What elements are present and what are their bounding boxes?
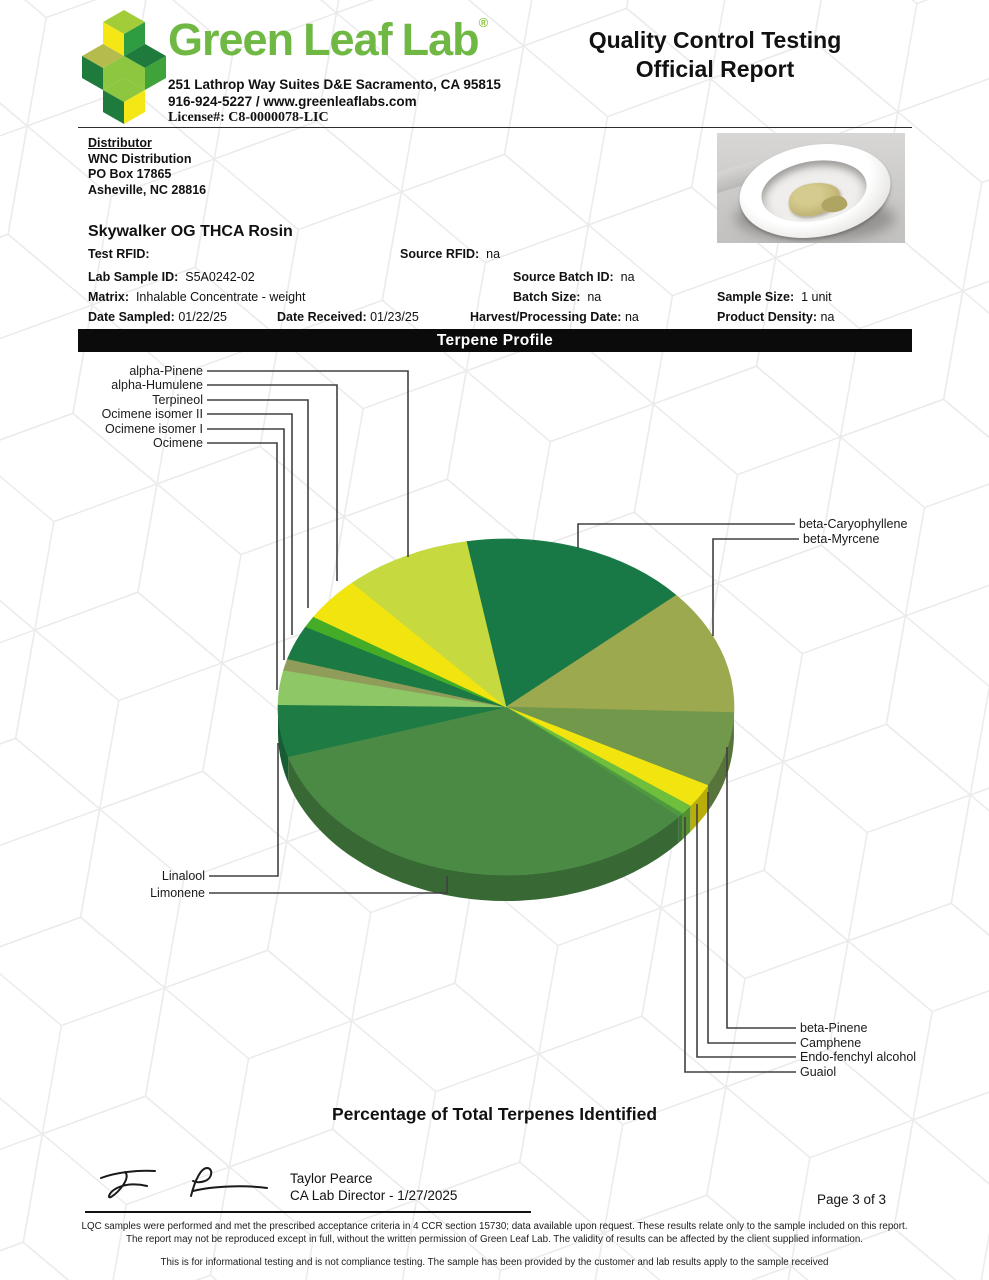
leader-line: [207, 443, 277, 690]
distributor-address1: PO Box 17865: [88, 167, 172, 181]
field-batch-size: [513, 290, 601, 304]
source-rfid-value: na: [486, 247, 501, 261]
slice-label: beta-Pinene: [800, 1021, 868, 1035]
slice-label: Linalool: [161, 869, 205, 883]
leader-line: [207, 414, 292, 635]
terpene-pie-chart: [0, 352, 989, 1104]
batch-size-label: Batch Size:: [513, 290, 581, 304]
signer-title-date: CA Lab Director - 1/27/2025: [290, 1188, 458, 1203]
disclaimer-line2: The report may not be reproduced except in full, without the written permission of Green Leaf Lab. The validity of results can be affected by the client supplied information.: [126, 1234, 863, 1245]
harvest-date-value: na: [624, 310, 639, 324]
brand-word-green: Green: [168, 14, 294, 65]
field-test-rfid: [88, 247, 157, 261]
lab-address: [168, 77, 501, 127]
batch-size-value: na: [587, 290, 602, 304]
brand-word-lab: Lab: [401, 14, 479, 65]
leader-line: [713, 539, 799, 636]
field-product-density: [717, 310, 834, 324]
page-number: Page 3 of 3: [817, 1192, 887, 1207]
slice-label: alpha-Pinene: [129, 364, 203, 378]
slice-label: Ocimene: [152, 436, 203, 450]
slice-label: Guaiol: [800, 1065, 837, 1079]
slice-label: Endo-fenchyl alcohol: [800, 1050, 917, 1064]
distributor-address2: Asheville, NC 28816: [88, 182, 207, 197]
leader-line: [708, 792, 796, 1043]
date-received-label: Date Received:: [277, 310, 367, 324]
slice-label: Limonene: [150, 886, 205, 900]
date-sampled-value: 01/22/25: [178, 310, 227, 324]
signer-block: [290, 1170, 457, 1204]
slice-label: Ocimene isomer I: [105, 422, 203, 436]
disclaimer-line1: LQC samples were performed and met the prescribed acceptance criteria in 4 CCR section 15730; data available upon request. These results relate only to the sample included on this report.: [81, 1221, 908, 1232]
product-name: Skywalker OG THCA Rosin: [88, 223, 293, 240]
brand-word-leaf: Leaf: [303, 14, 392, 65]
lab-sample-id-label: Lab Sample ID:: [88, 270, 179, 284]
sample-photo: [717, 133, 905, 243]
lab-sample-id-value: S5A0242-02: [185, 270, 255, 284]
lab-phone-web: 916-924-5227 / www.greenleaflabs.com: [168, 93, 417, 109]
slice-label: Ocimene isomer II: [101, 407, 203, 421]
registered-mark: ®: [478, 15, 489, 30]
signature-line: [85, 1211, 531, 1213]
field-date-sampled: [88, 310, 227, 324]
slice-label: beta-Myrcene: [803, 532, 880, 546]
product-density-value: na: [820, 310, 835, 324]
leader-line: [209, 743, 278, 876]
slice-label: alpha-Humulene: [111, 378, 203, 392]
dish-bowl: [757, 153, 871, 229]
field-source-rfid: [400, 247, 500, 261]
report-title: [540, 26, 890, 84]
lab-license: License#: C8-0000078-LIC: [168, 110, 329, 125]
signature-icon: [95, 1158, 280, 1208]
report-title-line1: Quality Control Testing: [588, 27, 842, 53]
slice-label: Terpineol: [152, 393, 203, 407]
section-title-terpene-profile: Terpene Profile: [78, 329, 912, 352]
date-received-value: 01/23/25: [370, 310, 419, 324]
test-rfid-label: Test RFID:: [88, 247, 150, 261]
distributor-heading: Distributor: [88, 136, 152, 150]
source-batch-id-value: na: [620, 270, 635, 284]
field-harvest-date: [470, 310, 639, 324]
leader-line: [207, 400, 308, 608]
lab-address-line: 251 Lathrop Way Suites D&E Sacramento, CA 95815: [168, 77, 501, 92]
field-date-received: [277, 310, 419, 324]
leader-line: [727, 747, 796, 1028]
brand-title: [168, 14, 488, 66]
source-batch-id-label: Source Batch ID:: [513, 270, 614, 284]
field-sample-size: [717, 290, 832, 304]
leader-line: [207, 429, 284, 660]
header-divider: [78, 127, 912, 128]
pie-slice-side: [679, 814, 683, 843]
distributor-name: WNC Distribution: [88, 151, 192, 166]
slice-label: Camphene: [800, 1036, 862, 1050]
source-rfid-label: Source RFID:: [400, 247, 480, 261]
distributor-block: [88, 136, 206, 198]
greenleaf-logo-icon: [78, 6, 170, 124]
matrix-label: Matrix:: [88, 290, 129, 304]
product-density-label: Product Density:: [717, 310, 818, 324]
leader-line: [697, 804, 796, 1057]
chart-caption: Percentage of Total Terpenes Identified: [331, 1104, 658, 1124]
report-title-line2: Official Report: [635, 56, 795, 82]
disclaimer-line3: This is for informational testing and is not compliance testing. The sample has been provided by the customer and lab results apply to the sample received: [160, 1257, 829, 1268]
signer-name: Taylor Pearce: [290, 1171, 373, 1186]
field-lab-sample-id: [88, 270, 255, 284]
sample-size-value: 1 unit: [801, 290, 832, 304]
date-sampled-label: Date Sampled:: [88, 310, 175, 324]
slice-label: beta-Caryophyllene: [799, 517, 908, 531]
matrix-value: Inhalable Concentrate - weight: [135, 290, 306, 304]
harvest-date-label: Harvest/Processing Date:: [470, 310, 622, 324]
field-matrix: [88, 290, 306, 304]
field-source-batch-id: [513, 270, 635, 284]
sample-size-label: Sample Size:: [717, 290, 795, 304]
leader-line: [578, 524, 795, 548]
leader-line: [685, 817, 796, 1072]
